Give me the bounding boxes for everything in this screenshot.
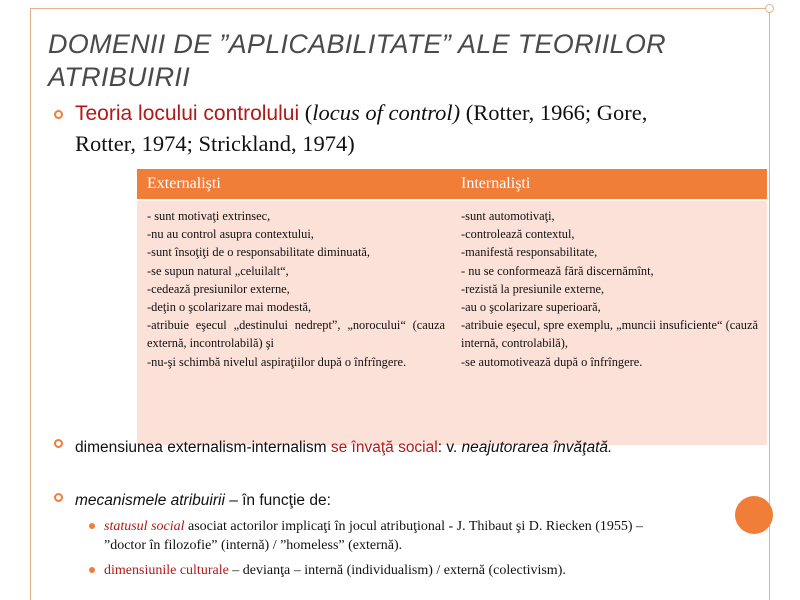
point-locus-of-control — [75, 98, 655, 159]
list-item: - sunt motivaţi extrinsec, — [147, 209, 271, 223]
list-item: -nu-şi schimbă nivelul aspiraţiilor după o înfrîngere. — [147, 354, 407, 369]
bullet-icon — [54, 110, 63, 119]
list-item: -nu au control asupra contextului, — [147, 227, 314, 242]
list-item: -cedează presiunilor externe, — [147, 281, 290, 296]
sub-bullet-icon — [89, 523, 95, 529]
list-item: -sunt însoţiţi de o responsabilitate diminuată, — [147, 245, 370, 260]
list-item: -se automotivează după o înfrîngere. — [461, 354, 643, 369]
italic-term: neajutorarea învăţată. — [461, 439, 613, 456]
list-item: -au o şcolarizare superioară, — [461, 300, 601, 315]
slide-title: DOMENII DE ”APLICABILITATE” ALE TEORIILOR ATRIBUIRII — [48, 29, 666, 92]
term-locus: Teoria locului controlului — [75, 102, 300, 125]
list-item: -rezistă la presiunile externe, — [461, 281, 605, 296]
english-term: locus of control) — [312, 100, 461, 125]
text: asociat actorilor implicaţi în jocul atribuţional - J. Thibaut şi D. Riecken (1955) – ”doctor în filozofie” (internă) / ”homeless” (externă). — [104, 519, 644, 553]
paren: ( — [299, 100, 313, 125]
list-item: -atribuie eşecul „destinului nedrept”, „norocului“ (cauza externă, incontrolabilă) şi — [147, 318, 445, 351]
text: – devianţa – internă (individualism) / externă (colectivism). — [228, 563, 566, 578]
sub-point-culture — [104, 561, 684, 580]
frame-left-line — [30, 8, 31, 600]
text: : v. — [437, 439, 462, 456]
highlight-text: se învaţă social — [330, 439, 438, 456]
header-externalisti: Externalişti — [147, 175, 221, 192]
list-item: -atribuie eşecul, spre exemplu, „muncii insuficiente“ (cauză internă, controlabilă), — [461, 318, 758, 351]
list-item: -manifestă responsabilitate, — [461, 245, 598, 260]
italic-term: mecanismele atribuirii — [75, 492, 225, 509]
point-externalism — [75, 436, 635, 460]
list-item: -controlează contextul, — [461, 227, 575, 242]
table-header — [137, 169, 767, 199]
highlight-text: dimensiunile culturale — [104, 563, 229, 578]
internalisti-column — [461, 207, 758, 371]
header-internalisti: Internalişti — [461, 175, 531, 192]
sub-bullet-icon — [89, 567, 95, 573]
bullet-icon — [54, 493, 63, 502]
list-item: - nu se conformează fără discernămînt, — [461, 263, 654, 278]
text: – în funcţie de: — [224, 492, 331, 509]
list-item: -sunt automotivaţi, — [461, 209, 555, 223]
decorative-circle — [735, 496, 773, 534]
frame-top-line — [30, 8, 770, 9]
point-mechanisms — [75, 489, 635, 513]
externalisti-column — [147, 207, 445, 371]
list-item: -deţin o şcolarizare mai modestă, — [147, 300, 312, 315]
highlight-text: statusul social — [104, 519, 185, 534]
list-item: -se supun natural „celuilalt“, — [147, 263, 289, 278]
bullet-icon — [54, 439, 63, 448]
references: (Rotter, 1966; Gore, Rotter, 1974; Strickland, 1974) — [75, 100, 648, 156]
table-body — [137, 200, 767, 445]
text: dimensiunea externalism-internalism — [75, 439, 331, 456]
sub-point-status — [104, 517, 684, 555]
